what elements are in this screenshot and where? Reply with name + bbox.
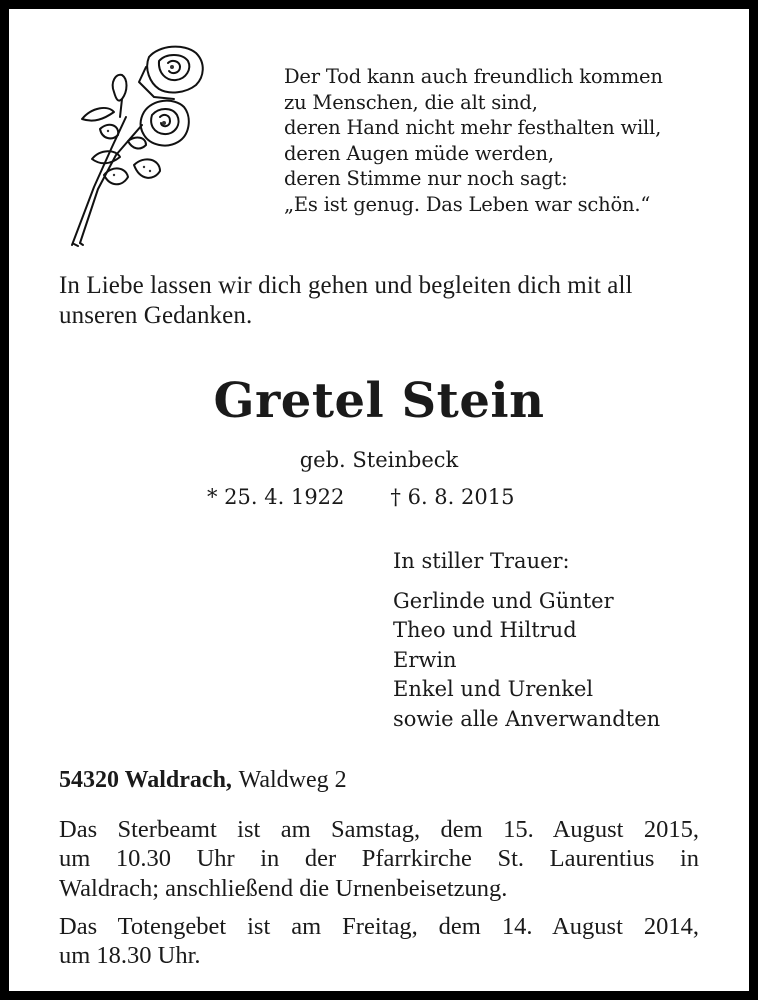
address — [59, 766, 347, 794]
mourner-name: Gerlinde und Günter — [393, 588, 614, 613]
prayer-info — [59, 912, 699, 971]
mourners-block — [393, 547, 660, 735]
intro-text: In Liebe lassen wir dich gehen und begleiten dich mit all unseren Gedanken. — [59, 272, 633, 329]
mourner-name: sowie alle Anverwandten — [393, 706, 661, 731]
poem — [284, 64, 663, 218]
birth-date: * 25. 4. 1922 — [207, 485, 345, 509]
address-city: 54320 Waldrach, — [59, 767, 232, 793]
roses-illustration-icon — [64, 37, 214, 252]
requiem-info — [59, 815, 699, 903]
address-street: Waldweg 2 — [238, 767, 347, 793]
poem-line: deren Augen müde werden, — [284, 141, 554, 165]
requiem-line: Das Sterbeamt ist am Samstag, dem 15. August 2015, — [59, 816, 699, 843]
prayer-line: um 18.30 Uhr. — [59, 942, 201, 970]
poem-line: deren Hand nicht mehr festhalten will, — [284, 116, 662, 140]
maiden-name: geb. Steinbeck — [299, 448, 459, 472]
mourner-name: Enkel und Urenkel — [393, 677, 594, 702]
requiem-line: Waldrach; anschließend die Urnenbeisetzung. — [59, 874, 508, 902]
death-date: † 6. 8. 2015 — [390, 485, 515, 509]
mourner-name: Theo und Hiltrud — [393, 618, 577, 643]
deceased-name: Gretel Stein — [213, 373, 545, 429]
requiem-line: um 10.30 Uhr in der Pfarrkirche St. Laurentius in — [59, 845, 699, 873]
prayer-line: Das Totengebet ist am Freitag, dem 14. August 2014, — [59, 913, 699, 940]
obituary-notice — [9, 9, 749, 991]
poem-line: „Es ist genug. Das Leben war schön.“ — [284, 192, 651, 216]
poem-line: zu Menschen, die alt sind, — [284, 90, 538, 114]
mourner-name: Erwin — [393, 647, 457, 672]
mourners-heading: In stiller Trauer: — [393, 549, 570, 573]
poem-line: Der Tod kann auch freundlich kommen — [284, 65, 663, 88]
poem-line: deren Stimme nur noch sagt: — [284, 167, 568, 191]
life-dates — [207, 483, 514, 511]
